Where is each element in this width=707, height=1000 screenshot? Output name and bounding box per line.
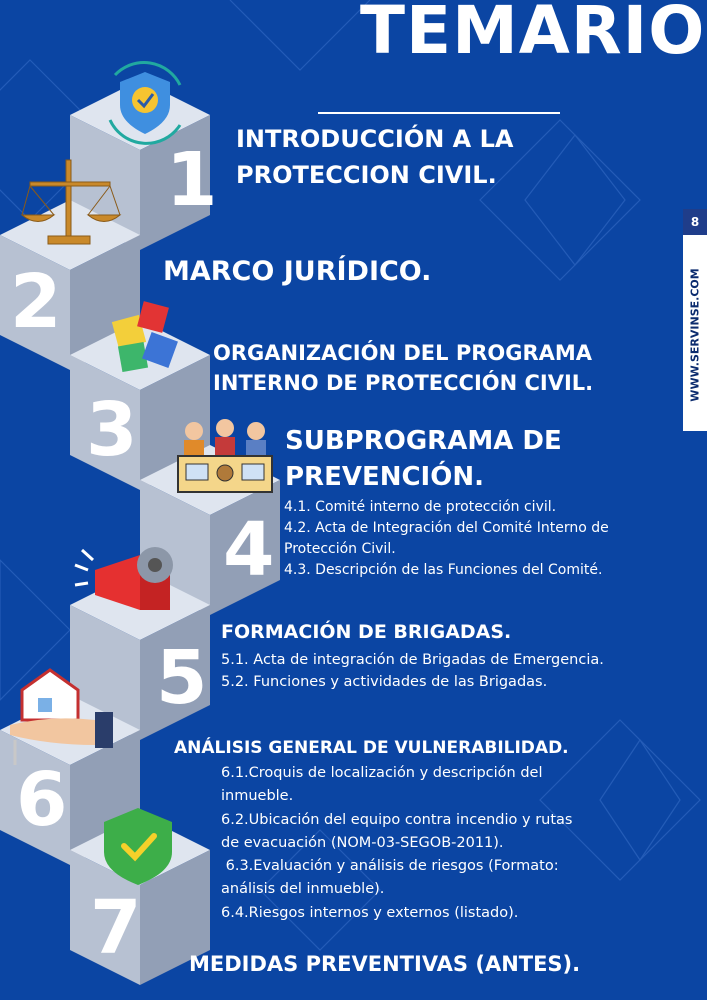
scales-icon (22, 160, 120, 244)
shield-check-green-icon (104, 808, 172, 885)
list-item: inmueble. (221, 788, 294, 805)
step-number-2: 2 (10, 259, 62, 345)
puzzle-icon (112, 301, 178, 372)
section-4-heading: SUBPROGRAMA DE PREVENCIÓN. (285, 426, 562, 492)
list-item: 6.3.Evaluación y análisis de riesgos (Formato: (221, 858, 559, 875)
shield-check-icon (110, 63, 180, 144)
section-1-heading: INTRODUCCIÓN A LA PROTECCION CIVIL. (236, 125, 514, 189)
section-3-heading: ORGANIZACIÓN DEL PROGRAMA INTERNO DE PROTECCIÓN CIVIL. (213, 341, 594, 395)
list-item: 5.2. Funciones y actividades de las Brigadas. (221, 674, 548, 690)
house-hand-icon (10, 670, 113, 765)
website-url[interactable]: WWW.SERVINSE.COM (688, 268, 702, 402)
list-item: 4.1. Comité interno de protección civil. (284, 499, 557, 515)
committee-icon (178, 419, 272, 492)
page-title: TEMARIO (360, 0, 706, 69)
list-item: análisis del inmueble). (221, 881, 385, 898)
section-2-heading: MARCO JURÍDICO. (163, 256, 432, 287)
section-5-items (221, 649, 604, 693)
list-item: 6.1.Croquis de localización y descripción del (221, 765, 543, 781)
list-item: 4.2. Acta de Integración del Comité Interno de (284, 520, 609, 536)
step-number-6: 6 (16, 757, 68, 843)
section-5-heading: FORMACIÓN DE BRIGADAS. (221, 621, 512, 643)
step-number-5: 5 (156, 635, 208, 721)
page-number: 8 (683, 209, 707, 235)
section-6-items (221, 762, 573, 925)
list-item: 6.4.Riesgos internos y externos (listado). (221, 904, 519, 921)
megaphone-icon (75, 547, 173, 610)
list-item: 6.2.Ubicación del equipo contra incendio y rutas (221, 811, 573, 828)
list-item: Protección Civil. (284, 541, 396, 557)
section-4-items (284, 497, 609, 581)
section-6-heading: ANÁLISIS GENERAL DE VULNERABILIDAD. (174, 738, 569, 758)
step-number-3: 3 (86, 387, 138, 473)
step-number-7: 7 (90, 885, 142, 971)
step-number-1: 1 (166, 137, 218, 223)
list-item: 4.3. Descripción de las Funciones del Comité. (284, 562, 603, 578)
list-item: 5.1. Acta de integración de Brigadas de Emergencia. (221, 652, 604, 668)
step-number-4: 4 (223, 507, 275, 593)
section-7-heading: MEDIDAS PREVENTIVAS (ANTES). (189, 952, 581, 976)
list-item: de evacuación (NOM-03-SEGOB-2011). (221, 834, 504, 851)
